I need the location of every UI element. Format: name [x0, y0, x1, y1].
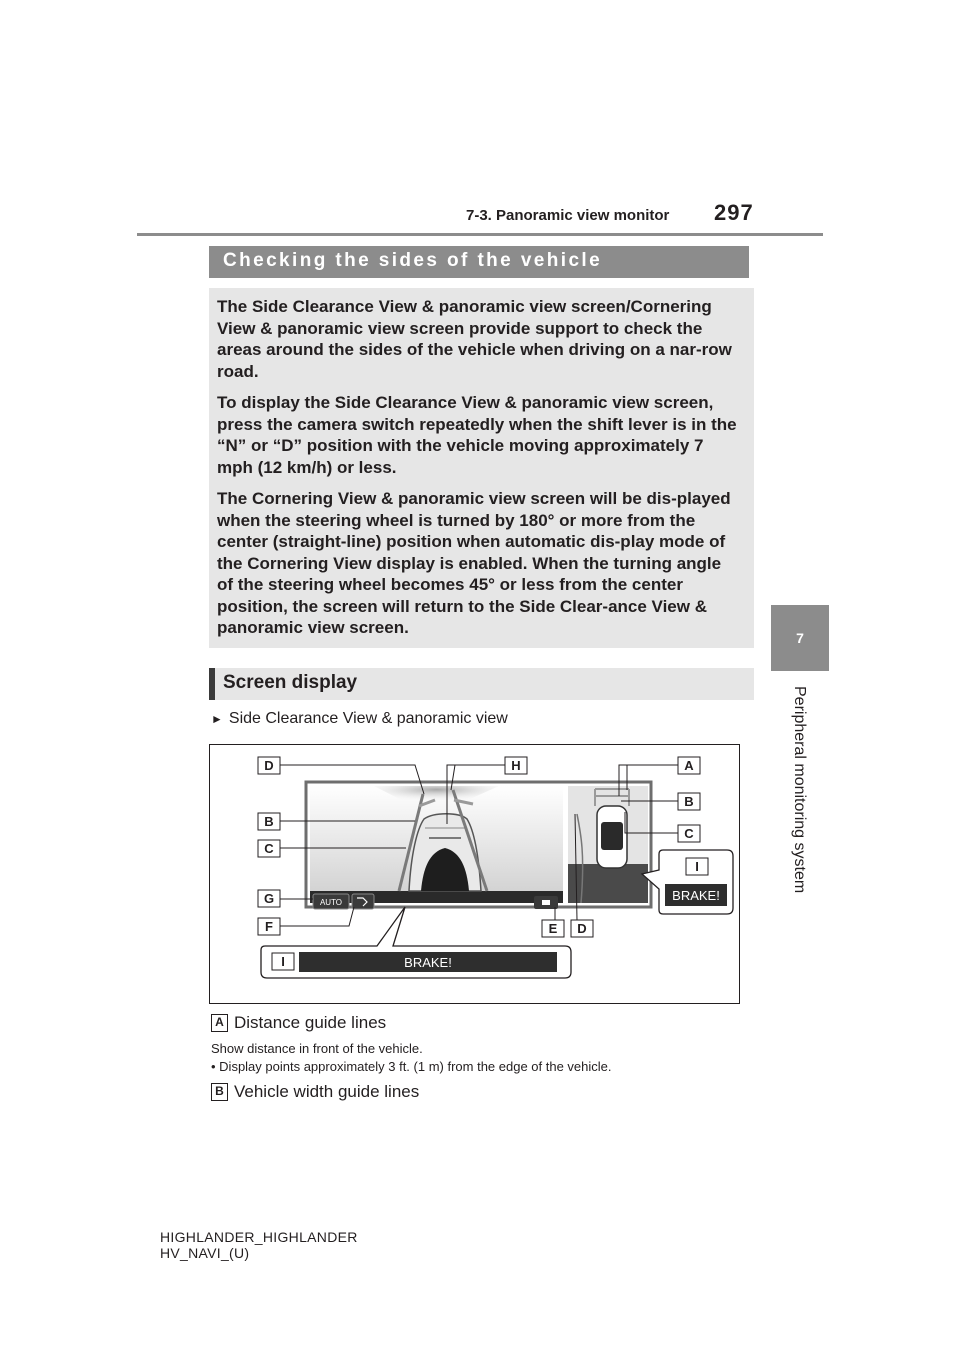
section-header: 7-3. Panoramic view monitor	[466, 207, 670, 224]
chapter-title: Peripheral monitoring system	[791, 686, 808, 894]
legend-a-description: Show distance in front of the vehicle.	[211, 1041, 423, 1056]
auto-label: AUTO	[319, 898, 343, 907]
section-title: Checking the sides of the vehicle	[223, 250, 603, 271]
callout-F: F	[265, 919, 273, 934]
legend-title: Vehicle width guide lines	[234, 1082, 420, 1101]
section-title-bar	[209, 246, 749, 278]
intro-box	[209, 288, 754, 648]
view-switch-button	[352, 894, 374, 909]
intro-paragraph: The Side Clearance View & panoramic view screen/Cornering View & panoramic view screen provide support to check the areas around the sides of the vehicle when driving on a nar-row road.	[217, 297, 732, 381]
callout-C-right: C	[684, 826, 694, 841]
chapter-tab: 7	[771, 605, 829, 671]
callout-D-bottom: D	[577, 921, 587, 936]
legend-badge: B	[211, 1083, 228, 1101]
legend-item-b	[211, 1082, 419, 1102]
footer	[160, 1229, 358, 1261]
intro-paragraph: To display the Side Clearance View & panoramic view screen, press the camera switch repeatedly when the shift lever is in the “N” or “D” position with the vehicle moving approximately 7 mph (12 km/h) or less.	[217, 393, 737, 477]
view-bullet	[211, 710, 508, 728]
callout-G: G	[263, 891, 275, 906]
callout-H: H	[511, 758, 521, 773]
panoramic-view	[568, 786, 648, 903]
legend-title: Distance guide lines	[234, 1013, 387, 1032]
callout-I-bottom: I	[281, 954, 285, 969]
callout-B-right: B	[684, 794, 694, 809]
screen-diagram	[209, 744, 740, 1004]
brake-label-right: BRAKE!	[672, 888, 720, 903]
page-number: 297	[714, 200, 754, 225]
header-divider	[137, 233, 823, 236]
footer-line: HIGHLANDER_HIGHLANDER	[160, 1229, 358, 1245]
triangle-bullet-icon: ►	[211, 712, 223, 726]
legend-badge: A	[211, 1014, 228, 1032]
subsection-title: Screen display	[223, 672, 358, 693]
callout-B-left: B	[264, 814, 274, 829]
callout-E: E	[548, 921, 558, 936]
brake-label-bottom: BRAKE!	[404, 955, 452, 970]
callout-A: A	[684, 758, 694, 773]
callout-C-left: C	[264, 841, 274, 856]
subsection-accent	[209, 668, 215, 700]
callout-D-top: D	[264, 758, 274, 773]
footer-line: HV_NAVI_(U)	[160, 1245, 250, 1261]
callout-I-right: I	[695, 859, 699, 874]
subsection-title-bar	[209, 668, 754, 700]
intro-paragraph: The Cornering View & panoramic view screen will be dis-played when the steering wheel is turned by 180° or more from the center (straight-line) position when automatic dis-play mode of the Cornering View display is enabled. When the turning angle of the steering wheel becomes 45° or less from the center position, the screen will return to the Side Clear-ance View & panoramic view screen.	[217, 489, 731, 637]
view-bullet-text: Side Clearance View & panoramic view	[228, 710, 508, 727]
legend-item-a	[211, 1013, 386, 1033]
legend-a-bullet: • Display points approximately 3 ft. (1 m) from the edge of the vehicle.	[211, 1059, 612, 1074]
